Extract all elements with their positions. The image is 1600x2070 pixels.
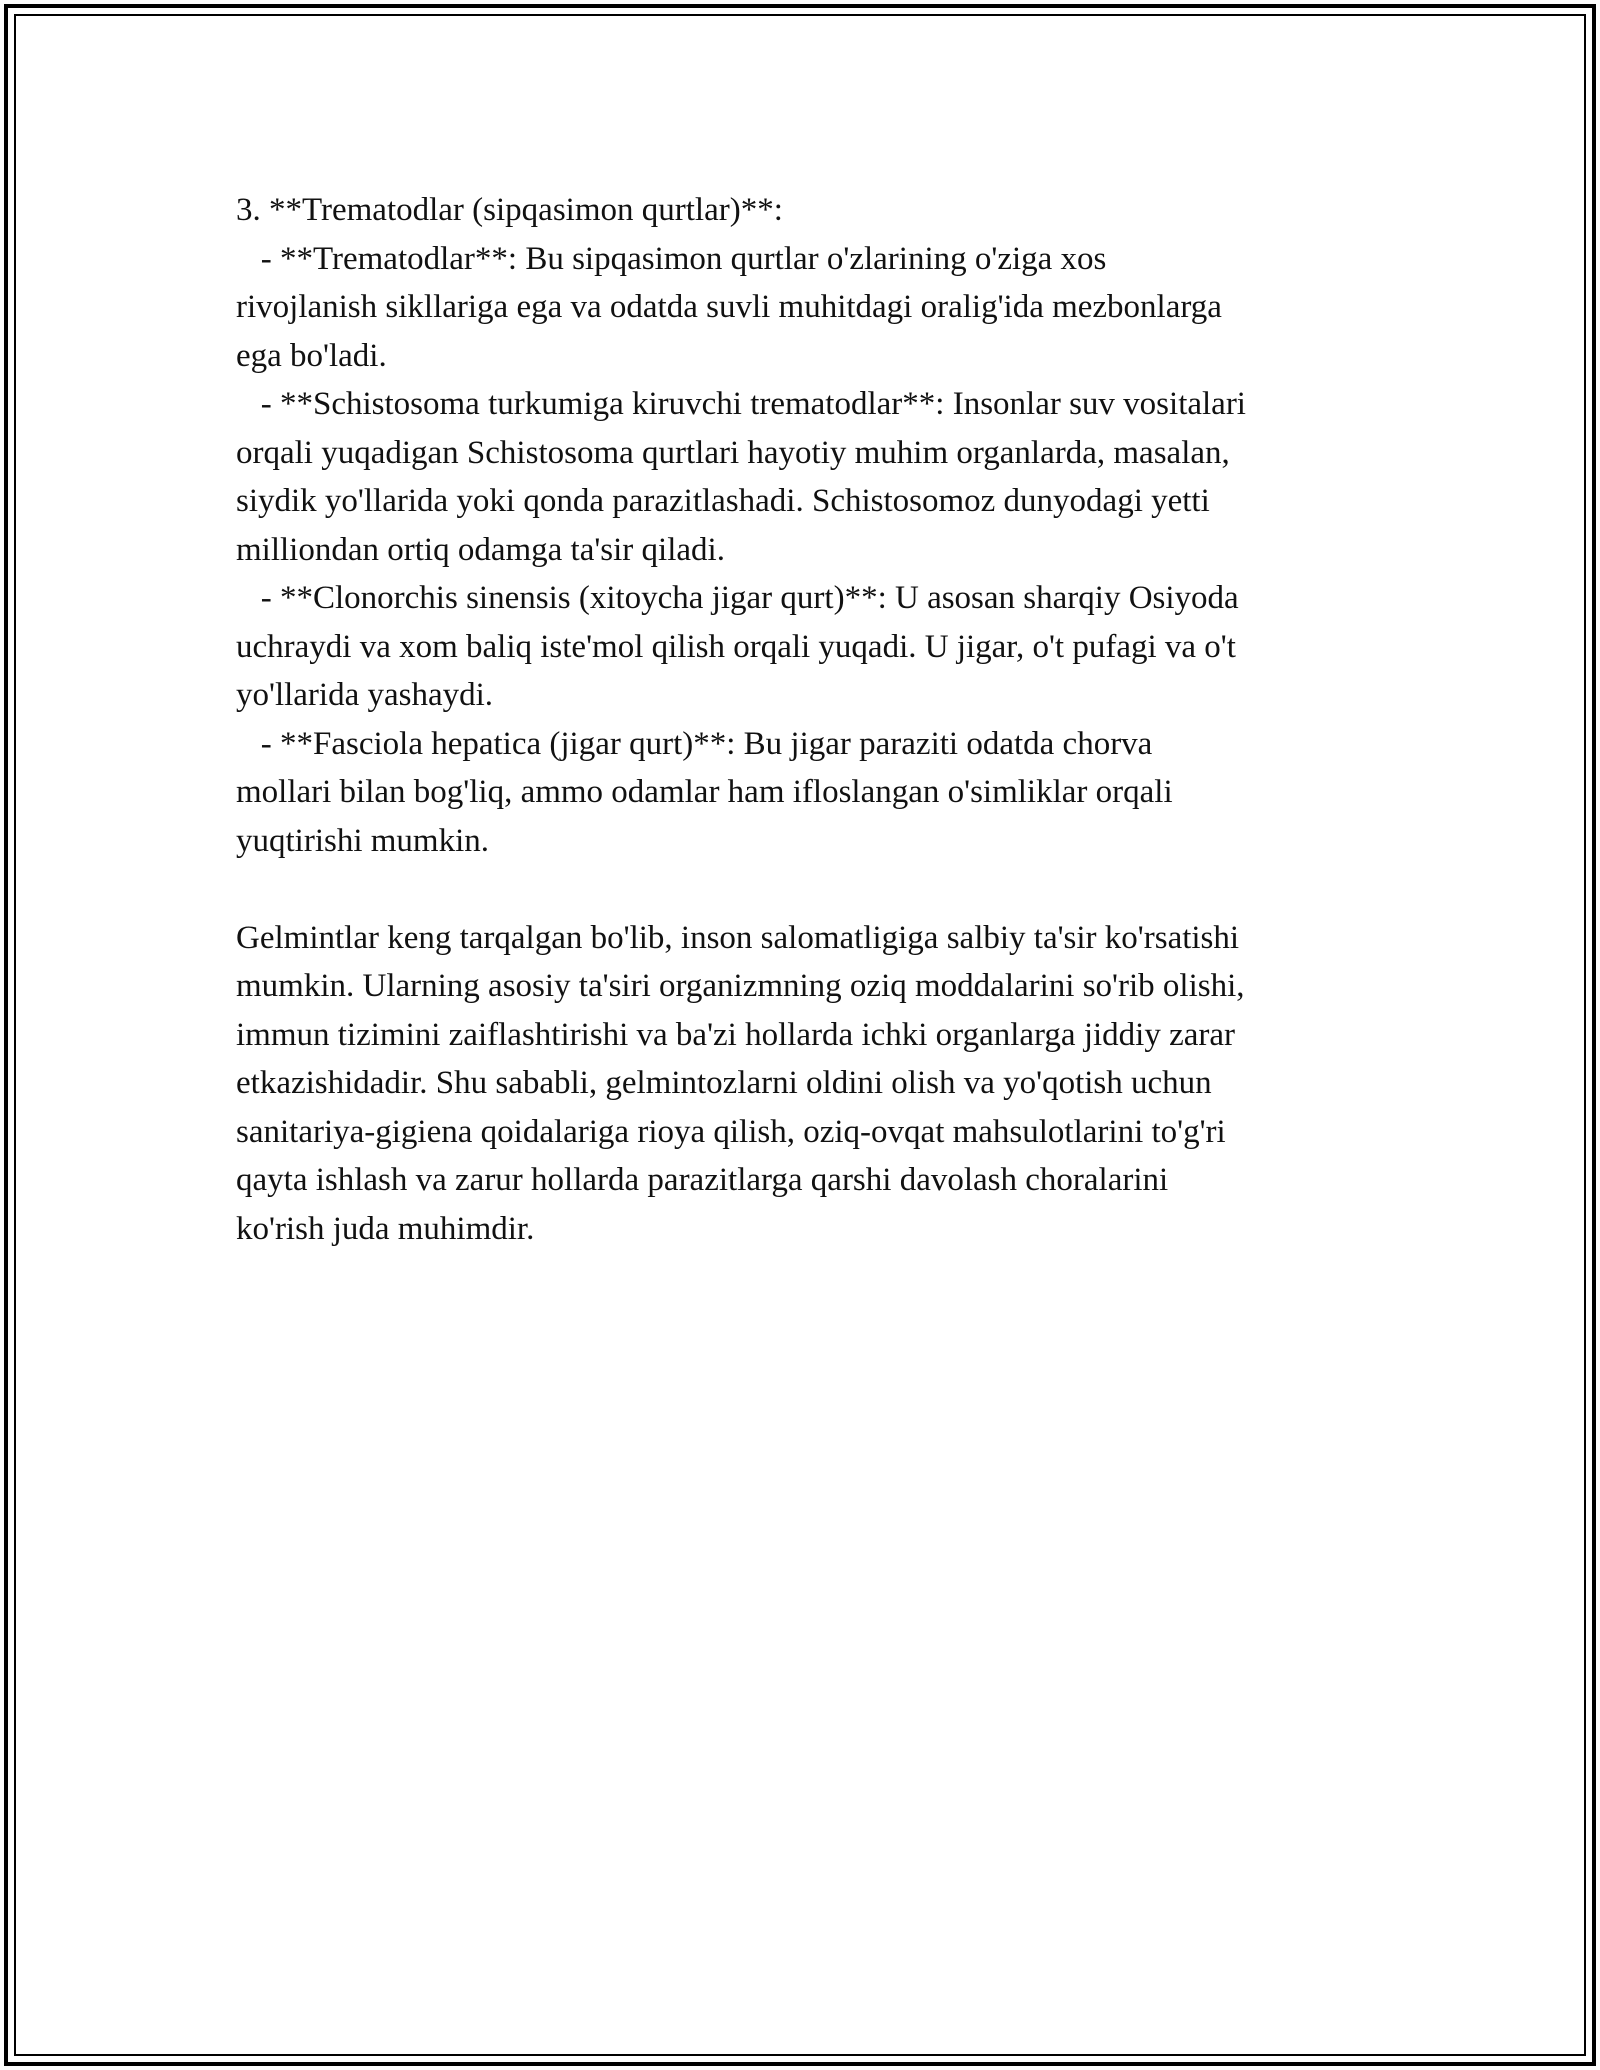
text-line: ko'rish juda muhimdir. — [236, 1210, 535, 1247]
text-line: sanitariya-gigiena qoidalariga rioya qilish, oziq-ovqat mahsulotlarini to'g'ri — [236, 1113, 1226, 1150]
text-line: yo'llarida yashaydi. — [236, 677, 494, 713]
text-line: qayta ishlash va zarur hollarda parazitlarga qarshi davolash choralarini — [236, 1162, 1169, 1198]
text-line: yuqtirishi mumkin. — [236, 822, 490, 859]
text-line: - **Clonorchis sinensis (xitoycha jigar qurt)**: U asosan sharqiy Osiyoda — [236, 580, 1239, 616]
text-line: rivojlanish sikllariga ega va odatda suvli muhitdagi oralig'ida mezbonlarga — [236, 289, 1222, 325]
text-line: milliondan ortiq odamga ta'sir qiladi. — [236, 531, 725, 568]
section-heading: 3. **Trematodlar (sipqasimon qurtlar)**: — [236, 192, 783, 228]
text-line: orqali yuqadigan Schistosoma qurtlari hayotiy muhim organlarda, masalan, — [236, 434, 1230, 471]
text-line: ega bo'ladi. — [236, 337, 387, 374]
text-line: mumkin. Ularning asosiy ta'siri organizmning oziq moddalarini so'rib olishi, — [236, 968, 1245, 1004]
text-line: Gelmintlar keng tarqalgan bo'lib, inson salomatligiga salbiy ta'sir ko'rsatishi — [236, 919, 1240, 956]
text-line: - **Schistosoma turkumiga kiruvchi trematodlar**: Insonlar suv vositalari — [236, 386, 1246, 422]
text-line: siydik yo'llarida yoki qonda parazitlashadi. Schistosomoz dunyodagi yetti — [236, 483, 1210, 519]
text-line: - **Trematodlar**: Bu sipqasimon qurtlar o'zlarining o'ziga xos — [236, 240, 1107, 277]
text-line: uchraydi va xom baliq iste'mol qilish orqali yuqadi. U jigar, o't pufagi va o't — [236, 628, 1236, 665]
document-body — [236, 186, 1366, 1253]
text-line: immun tizimini zaiflashtirishi va ba'zi hollarda ichki organlarga jiddiy zarar — [236, 1016, 1236, 1053]
text-line: mollari bilan bog'liq, ammo odamlar ham ifloslangan o'simliklar orqali — [236, 774, 1173, 810]
text-line: etkazishidadir. Shu sababli, gelmintozlarni oldini olish va yo'qotish uchun — [236, 1065, 1212, 1101]
paragraph-gap — [236, 865, 1366, 914]
text-line: - **Fasciola hepatica (jigar qurt)**: Bu jigar paraziti odatda chorva — [236, 725, 1153, 762]
